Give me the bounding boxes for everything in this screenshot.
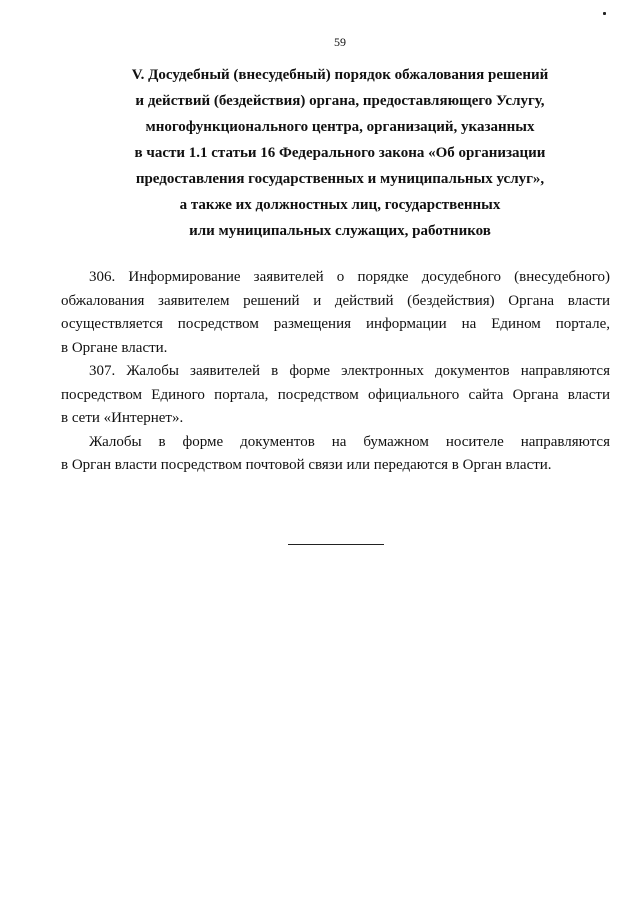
text-line: Жалобы в форме документов на бумажном носителе направляются xyxy=(89,433,610,450)
text-line: 306. Информирование заявителей о порядке досудебного (внесудебного) xyxy=(89,269,610,285)
end-separator-line xyxy=(288,544,384,545)
heading-line: или муниципальных служащих, работников xyxy=(189,223,491,239)
text-line: обжалования заявителем решений и действий (бездействия) Органа власти xyxy=(61,292,610,309)
text-line: посредством Единого портала, посредством официального сайта Органа власти xyxy=(61,386,610,403)
heading-line: V. Досудебный (внесудебный) порядок обжалования решений xyxy=(131,67,549,83)
heading-line: предоставления государственных и муниципальных услуг», xyxy=(135,171,545,187)
scan-mark xyxy=(603,12,606,15)
heading-line: в части 1.1 статьи 16 Федерального закона «Об организации xyxy=(134,145,546,161)
page-number: 59 xyxy=(334,35,346,49)
text-line: в Орган власти посредством почтовой связи или передаются в Орган власти. xyxy=(61,457,552,473)
body-text xyxy=(61,266,610,478)
text-line: в сети «Интернет». xyxy=(61,410,184,426)
paragraph-paper-complaints xyxy=(61,431,610,478)
paragraph-306 xyxy=(61,266,610,360)
paragraph-307 xyxy=(61,360,610,431)
heading-line: и действий (бездействия) органа, предоставляющего Услугу, xyxy=(135,93,545,109)
text-line: 307. Жалобы заявителей в форме электронных документов направляются xyxy=(89,363,610,379)
section-heading xyxy=(0,62,640,244)
heading-line: многофункционального центра, организаций, указанных xyxy=(145,119,535,135)
heading-line: а также их должностных лиц, государственных xyxy=(179,197,501,213)
text-line: в Органе власти. xyxy=(61,339,168,356)
text-line: осуществляется посредством размещения информации на Едином портале, xyxy=(61,316,610,332)
